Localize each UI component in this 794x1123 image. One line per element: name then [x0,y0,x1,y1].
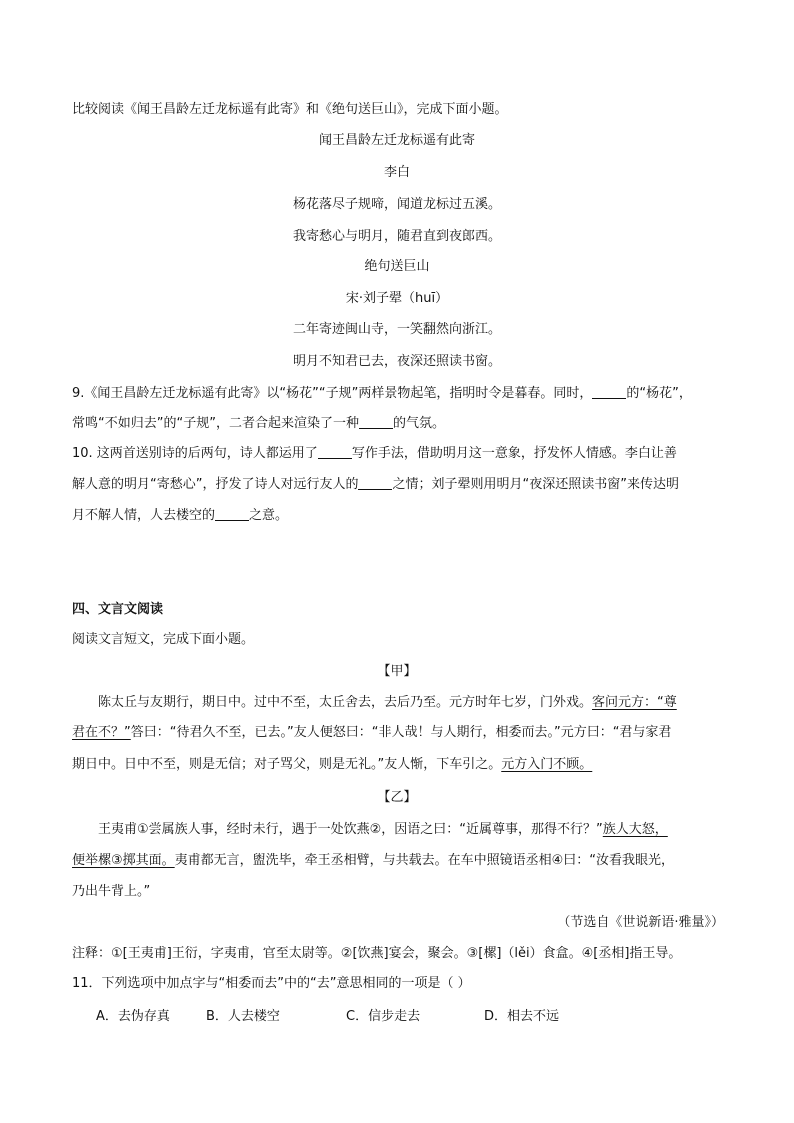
question-11-stem: 11．下列选项中加点字与“相委而去”中的“去”意思相同的一项是（ ） [72,976,471,991]
q10-text: 月不解人情，人去楼空的 [72,508,216,523]
q10-text: 之意。 [249,508,289,523]
passage-yi-label: 【乙】 [377,790,417,805]
question-9-line1 [72,384,692,404]
option-d: D．相去不远 [484,1009,560,1024]
underlined-sentence: 君在不？” [72,725,131,740]
passage-text: 答曰：“待君久不至，已去。”友人便怒曰：“非人哉！与人期行，相委而去。”元方曰：“君与家君 [130,725,672,740]
passage-text: 期日中。日中不至，则是无信；对子骂父，则是无礼。”友人惭，下车引之。 [72,757,502,772]
passage-text: 夷甫都无言，盥洗毕，牵王丞相臂，与共载去。在车中照镜语丞相④曰：“汝看我眼光， [174,853,675,868]
poem1-line1: 杨花落尽子规啼，闻道龙标过五溪。 [292,197,501,212]
section-intro: 阅读文言短文，完成下面小题。 [72,632,255,647]
q9-text: 的“杨花”， [626,386,692,401]
option-c: C．信步走去 [346,1009,421,1024]
underlined-sentence: 元方入门不顾。 [501,757,593,772]
poem2-author: 宋·刘子翚（huī） [345,291,449,306]
question-11-options [96,1007,559,1027]
section-heading: 四、文言文阅读 [72,602,164,617]
answer-blank [359,414,393,429]
q10-text: 写作手法，借助明月这一意象，抒发怀人情感。李白让善 [351,446,677,461]
poem2-title: 绝句送巨山 [364,259,430,274]
q9-text: 的气氛。 [392,416,445,431]
poem1-title: 闻王昌龄左迁龙标遥有此寄 [318,133,475,148]
passage-jia-line3 [72,755,592,775]
passage-yi-line1 [98,820,668,840]
answer-blank [358,475,392,490]
passage-jia-line2 [72,723,671,743]
passage-jia-label: 【甲】 [377,664,417,679]
underlined-sentence: 客问元方：“尊 [592,695,677,710]
annotation-notes: 注释：①[王夷甫]王衍，字夷甫，官至太尉等。②[饮燕]宴会，聚会。③[樏]（lěi）食盒。④[丞相]指王导。 [72,946,682,961]
passage-yi-line2 [72,851,674,871]
source-citation: （节选自《世说新语·雅量》） [557,915,724,930]
question-9-line2 [72,414,445,434]
q9-text: 9.《闻王昌龄左迁龙标遥有此寄》以“杨花”“子规”两样景物起笔，指明时令是暮春。同时， [72,386,593,401]
underlined-sentence: 便举樏③掷其面。 [72,853,175,868]
passage-jia-line1 [98,693,677,713]
passage-yi-line3: 乃出牛背上。” [72,884,151,899]
poem1-author: 李白 [383,165,410,180]
option-b: B．人去楼空 [206,1009,280,1024]
question-10-line2 [72,475,679,495]
question-10-line3 [72,506,288,526]
q10-text: 之情；刘子翚则用明月“夜深还照读书窗”来传达明 [392,477,679,492]
q10-text: 10. 这两首送别诗的后两句，诗人都运用了 [72,446,318,461]
q9-text: 常鸣“不如归去”的“子规”，二者合起来渲染了一种 [72,416,359,431]
underlined-sentence: 族人大怒， [602,822,668,837]
option-a: A．去伪存真 [96,1009,170,1024]
answer-blank [592,384,626,399]
question-10-line1 [72,444,677,464]
q10-text: 解人意的明月“寄愁心”，抒发了诗人对远行友人的 [72,477,359,492]
answer-blank [318,444,352,459]
passage-text: 陈太丘与友期行，期日中。过中不至，太丘舍去，去后乃至。元方时年七岁，门外戏。 [98,695,593,710]
poem1-line2: 我寄愁心与明月，随君直到夜郎西。 [292,229,501,244]
answer-blank [215,506,249,521]
passage-text: 王夷甫①尝属族人事，经时未行，遇于一处饮燕②，因语之曰：“近属尊事，那得不行？” [98,822,603,837]
poem2-line2: 明月不知君已去，夜深还照读书窗。 [292,354,501,369]
reading-intro: 比较阅读《闻王昌龄左迁龙标遥有此寄》和《绝句送巨山》，完成下面小题。 [72,102,508,117]
poem2-line1: 二年寄迹闽山寺，一笑翻然向浙江。 [292,322,501,337]
